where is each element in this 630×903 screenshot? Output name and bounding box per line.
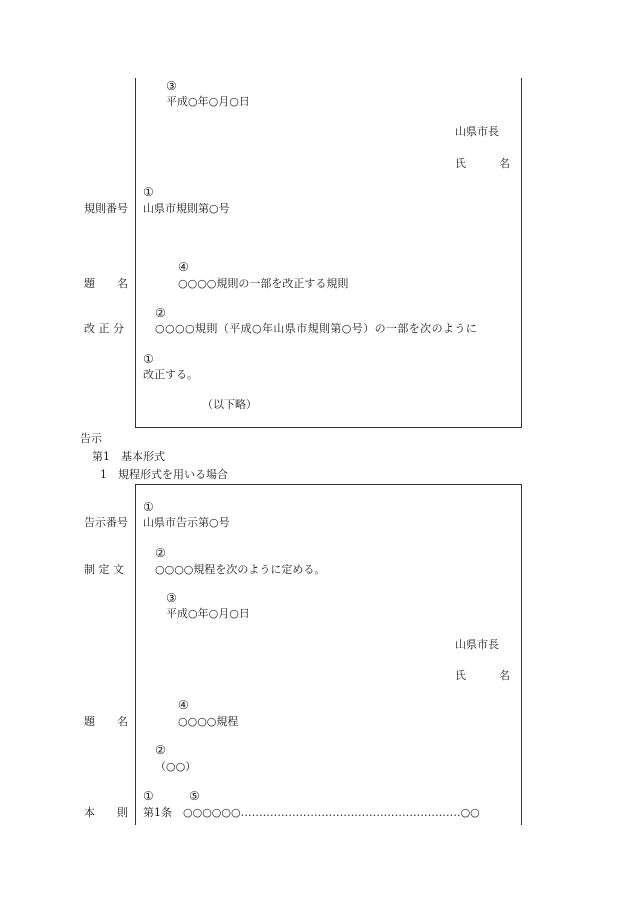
label-enactment: 制 定 文 <box>84 563 124 576</box>
rule-title: ○○○○規則の一部を改正する規則 <box>178 277 349 290</box>
article-caption: （○○） <box>155 760 197 773</box>
marker-1b: ① <box>143 352 154 366</box>
date-line: 平成○年○月○日 <box>166 607 250 620</box>
date-line: 平成○年○月○日 <box>166 95 250 108</box>
marker-5: ⑤ <box>189 789 200 803</box>
marker-4: ④ <box>178 698 189 712</box>
omitted-note: （以下略） <box>202 398 257 411</box>
label-revision: 改 正 分 <box>84 322 124 335</box>
marker-1: ① <box>143 185 154 199</box>
marker-1: ① <box>143 500 154 514</box>
section-item: 第1 基本形式 <box>92 450 165 463</box>
revision-text: ○○○○規則（平成○年山県市規則第○号）の一部を次のように <box>155 322 478 335</box>
regulation-title: ○○○○規程 <box>178 715 239 728</box>
enactment-text: ○○○○規程を次のように定める。 <box>155 563 326 576</box>
revision-end: 改正する。 <box>143 368 198 381</box>
mayor-title: 山県市長 <box>455 125 499 138</box>
section-subitem: 1 規程形式を用いる場合 <box>100 468 228 481</box>
mayor-name: 氏 名 <box>455 157 510 170</box>
marker-3: ③ <box>166 79 177 93</box>
marker-4: ④ <box>178 260 189 274</box>
label-body: 本 則 <box>84 806 128 819</box>
rule-number: 山県市規則第○号 <box>143 202 230 215</box>
label-title: 題 名 <box>84 715 128 728</box>
label-rule-number: 規則番号 <box>84 202 128 215</box>
article-1: 第1条 ○○○○○○……………………………………………………○○ <box>143 806 480 819</box>
mayor-title: 山県市長 <box>455 638 499 651</box>
label-title: 題 名 <box>84 277 128 290</box>
notice-number: 山県市告示第○号 <box>143 516 230 529</box>
marker-3: ③ <box>166 591 177 605</box>
announcement-frame-bottom <box>135 484 522 825</box>
marker-2: ② <box>155 546 166 560</box>
marker-1b: ① <box>143 789 154 803</box>
mayor-name: 氏 名 <box>455 669 510 682</box>
marker-2: ② <box>155 306 166 320</box>
section-heading: 告示 <box>80 432 102 445</box>
label-notice-number: 告示番号 <box>84 516 128 529</box>
marker-2b: ② <box>155 743 166 757</box>
